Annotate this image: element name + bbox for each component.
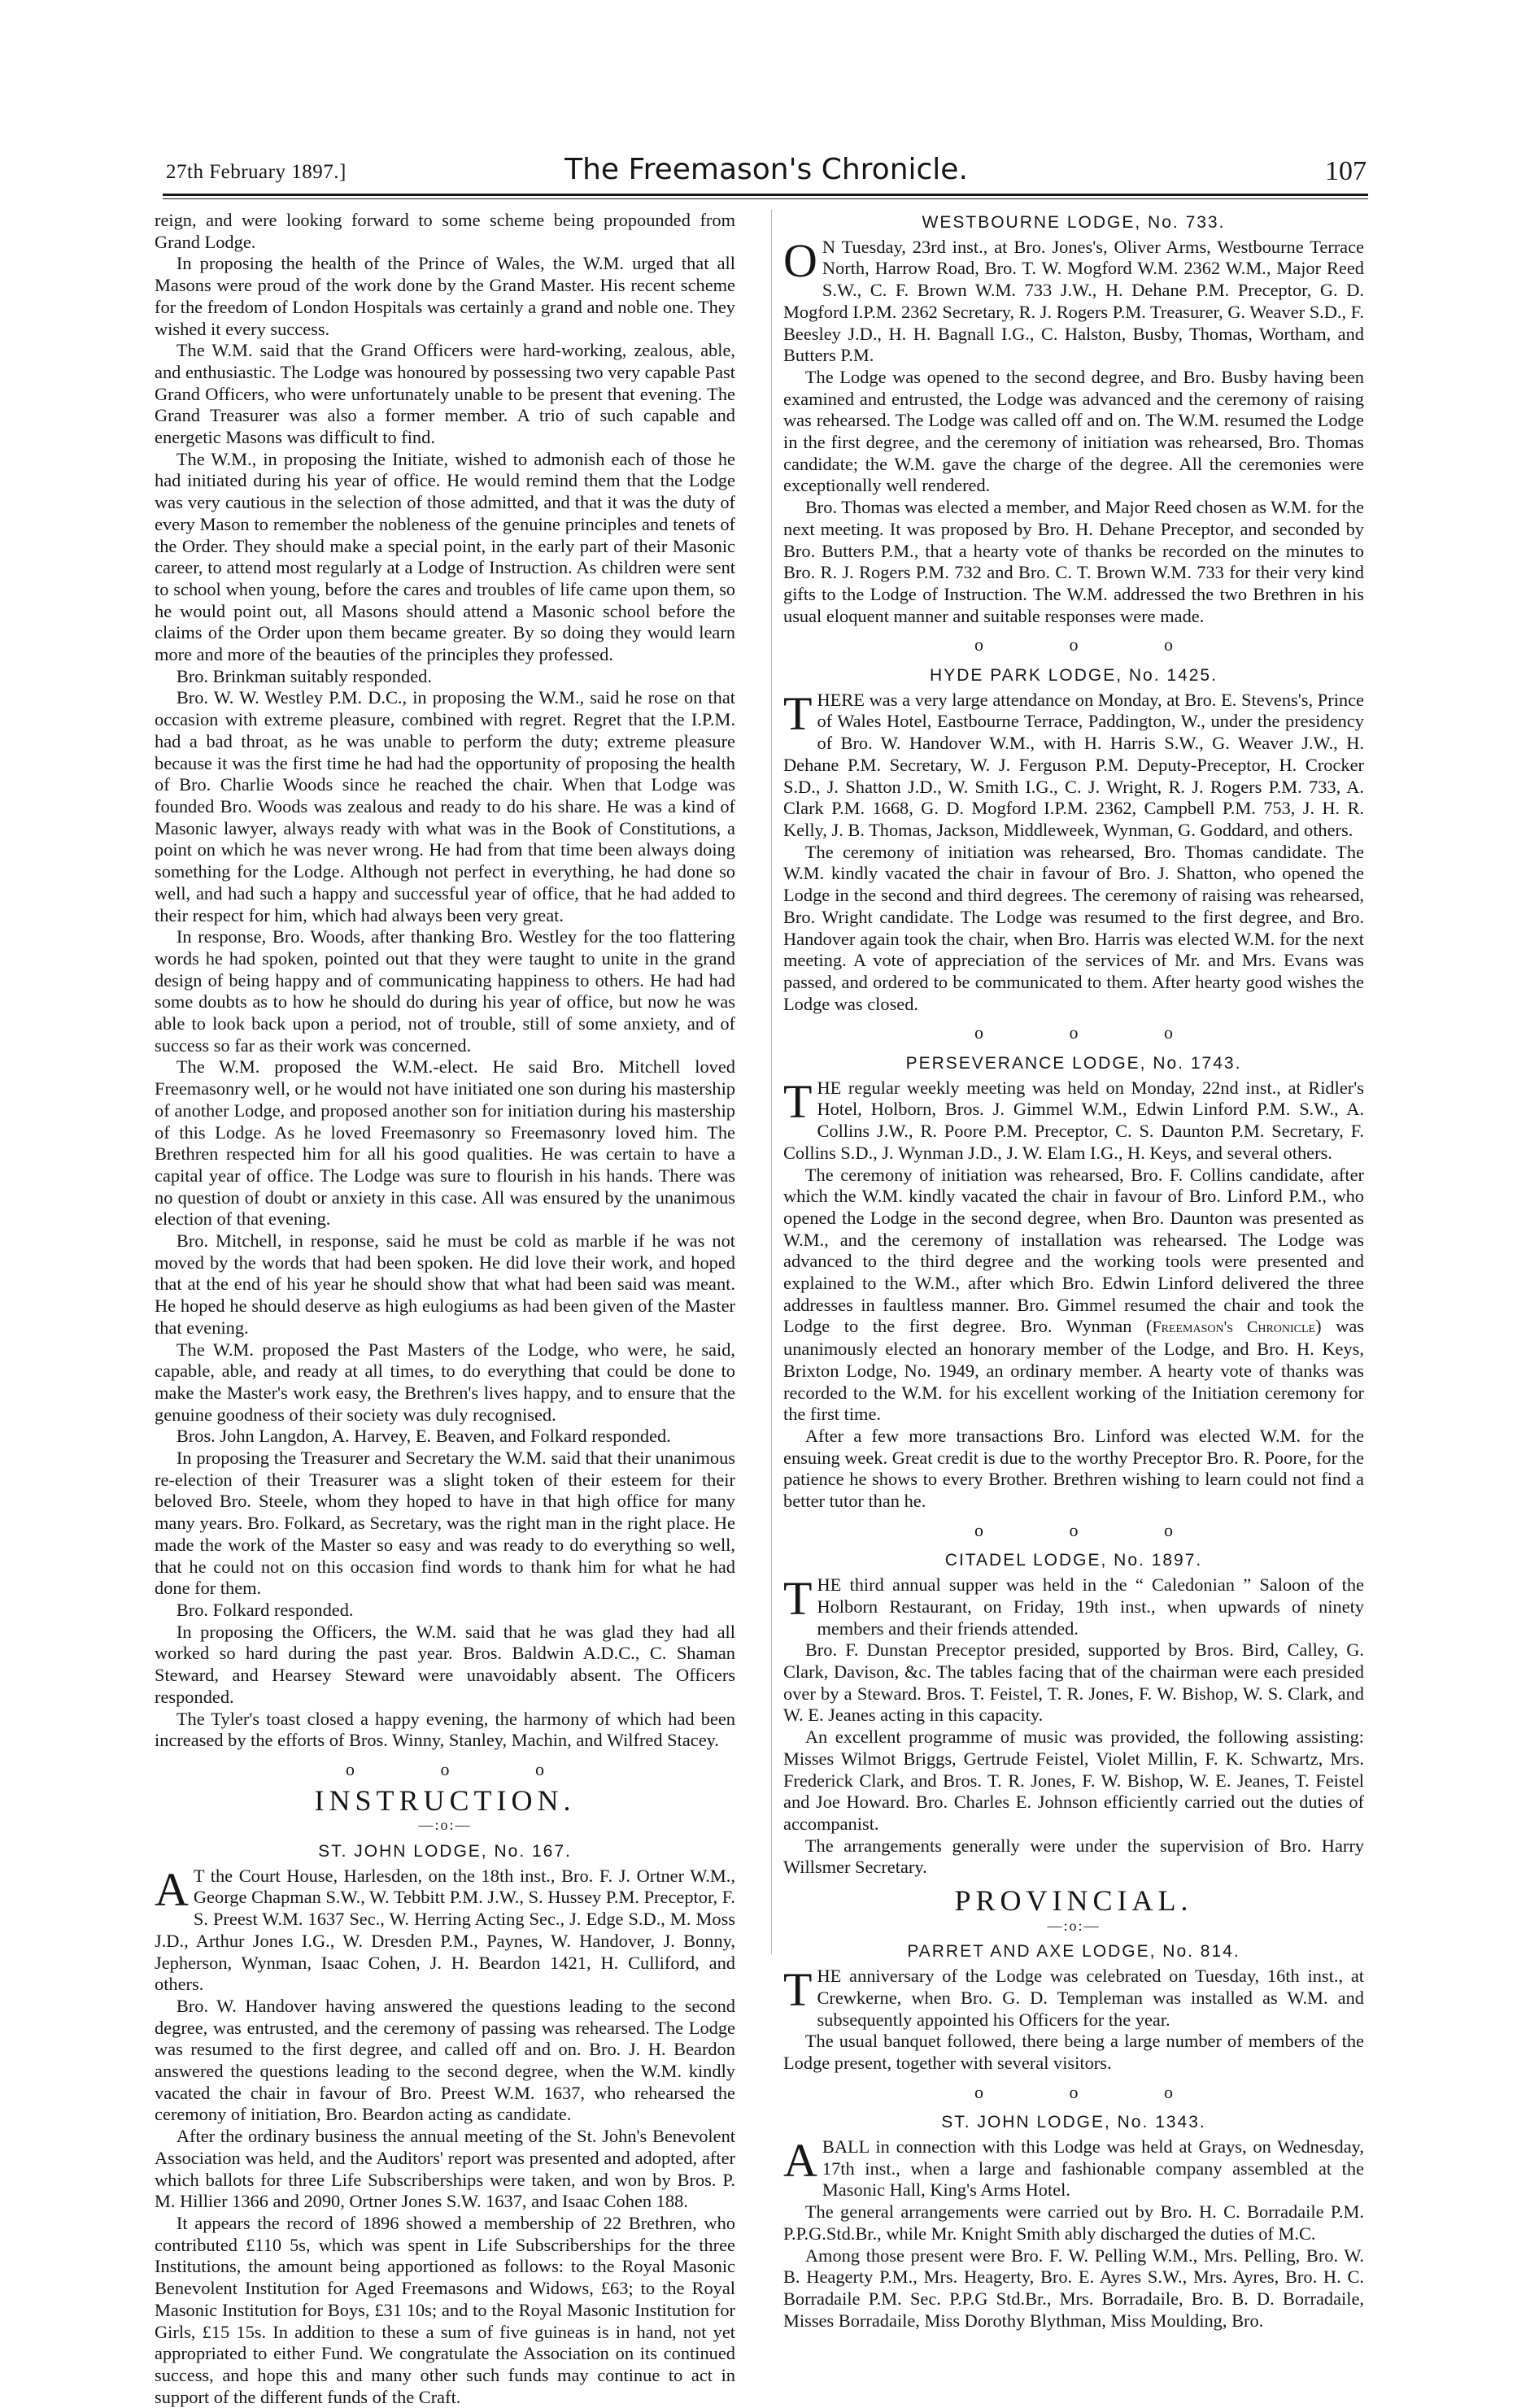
lodge-heading: HYDE PARK LODGE, No. 1425.: [930, 666, 1218, 686]
paragraph: The general arrangements were carried out by Bro. H. C. Borradaile P.M. P.P.G.Std.Br., while Mr. Knight Smith ably discharged the duties of M.C.: [783, 2201, 1364, 2244]
paragraph-text: HE anniversary of the Lodge was celebrated on Tuesday, 16th inst., at Crewkerne, when Bro. G. D. Templeman was installed as W.M. and subsequently appointed his Officers for the year.: [817, 1966, 1364, 2030]
paragraph-text: HERE was a very large attendance on Monday, at Bro. E. Stevens's, Prince of Wales Hotel, Eastbourne Terrace, Paddington, W., under the presidency of Bro. W. Handover W.M., with H. Harris S.W., G. Weaver J.W., H. Dehane P.M. Secretary, W. J. Ferguson P.M. Deputy-Preceptor, H. Crocker S.D., J. Shatton J.D., W. Smith I.G., C. J. Wright, R. J. Rogers P.M. 733, A. Clark P.M. 1668, G. D. Mogford I.P.M. 2362, Campbell P.M. 753, J. H. R. Kelly, J. B. Thomas, Jackson, Middleweek, Wynman, G. Goddard, and others.: [783, 689, 1364, 840]
paragraph: [783, 1165, 1364, 1426]
paragraph: The Tyler's toast closed a happy evening, the harmony of which had been increased by the efforts of Bros. Winny, Stanley, Machin, and Wilfred Stacey.: [155, 1708, 735, 1751]
section-title-instruction: INSTRUCTION.: [314, 1783, 576, 1817]
paragraph: An excellent programme of music was provided, the following assisting: Misses Wilmot Briggs, Gertrude Feistel, Violet Millin, F. K. Schwartz, Mrs. Frederick Clark, and Bros. T. R. Jones, F. W. Bishop, W. E. Jeanes, T. Feistel and Joe Howard. Bro. Charles E. Johnson efficiently carried out the duties of accompanist.: [783, 1727, 1364, 1834]
page-number: 107: [1325, 156, 1367, 186]
section-separator: o o o: [346, 1758, 585, 1779]
drop-cap: T: [783, 1572, 813, 1626]
section-separator: o o o: [974, 1519, 1214, 1540]
section-separator: o o o: [974, 2081, 1214, 2102]
paragraph-text: HE third annual supper was held in the “ Caledonian ” Saloon of the Holborn Restaurant, on Friday, 19th inst., when upwards of ninety members and their friends attended.: [817, 1574, 1364, 1639]
paragraph: Bros. John Langdon, A. Harvey, E. Beaven, and Folkard responded.: [176, 1426, 671, 1447]
section-ornament: —:o:—: [1047, 1917, 1101, 1934]
drop-cap: A: [155, 1862, 189, 1916]
section-title-provincial: PROVINCIAL.: [954, 1884, 1193, 1918]
publication-name: Freemason's Chronicle: [1152, 1318, 1316, 1337]
paragraph-text: N Tuesday, 23rd inst., at Bro. Jones's, Oliver Arms, Westbourne Terrace North, Harrow Road, Bro. T. W. Mogford W.M. 2362 W.M., Major Reed S.W., C. F. Brown W.M. 733 J.W., H. Dehane P.M. Preceptor, G. D. Mogford I.P.M. 2362 Secretary, R. J. Rogers P.M. Treasurer, G. Weaver S.D., F. Beesley J.D., H. H. Bagnall I.G., C. Halston, Busby, Thomas, Wortham, and Butters P.M.: [783, 236, 1364, 366]
paragraph: The usual banquet followed, there being a large number of members of the Lodge present, together with several visitors.: [783, 2031, 1364, 2073]
paragraph: The W.M. proposed the W.M.-elect. He said Bro. Mitchell loved Freemasonry well, or he would not have initiated one son during his mastership of another Lodge, and proposed another son for initiation during his mastership of this Lodge. As he loved Freemasonry so Freemasonry loved him. The Brethren respected him for all his good qualities. He was certain to have a capital year of office. The Lodge was sure to flourish in his hands. There was no question of doubt or anxiety in this case. All was ensured by the unanimous election of that evening.: [155, 1056, 735, 1230]
drop-cap: A: [783, 2134, 817, 2188]
paragraph: [783, 1074, 1364, 1165]
paragraph-text: HE regular weekly meeting was held on Monday, 22nd inst., at Ridler's Hotel, Holborn, Bros. J. Gimmel W.M., Edwin Linford P.M. S.W., A. Collins J.W., R. Poore P.M. Preceptor, C. S. Daunton P.M. Secretary, F. Collins S.D., J. Wynman J.D., J. W. Elam I.G., H. Keys, and several others.: [783, 1077, 1364, 1163]
paragraph: After the ordinary business the annual meeting of the St. John's Benevolent Association was held, and the Auditors' report was presented and adopted, after which ballots for three Life Subscriberships were taken, and won by Bros. P. M. Hillier 1366 and 2090, Ortner Jones S.W. 1637, and Isaac Cohen 188.: [155, 2126, 735, 2212]
issue-date: 27th February 1897.]: [166, 161, 347, 183]
lodge-heading: CITADEL LODGE, No. 1897.: [944, 1551, 1203, 1570]
paragraph: The W.M. said that the Grand Officers were hard-working, zealous, able, and enthusiastic. The Lodge was honoured by possessing two very capable Past Grand Officers, who were unfortunately unable to be present that evening. The Grand Treasurer was also a former member. A trio of such capable and energetic Masons was difficult to find.: [155, 340, 735, 448]
left-column: [155, 210, 735, 2408]
drop-cap: T: [783, 686, 813, 740]
right-column: [783, 210, 1364, 2332]
lodge-heading: PERSEVERANCE LODGE, No. 1743.: [905, 1054, 1242, 1073]
section-separator: o o o: [974, 1022, 1214, 1043]
column-divider: [771, 210, 772, 1954]
paragraph: [783, 233, 1364, 367]
lodge-heading: WESTBOURNE LODGE, No. 733.: [922, 213, 1226, 232]
lodge-heading: ST. JOHN LODGE, No. 167.: [318, 1842, 572, 1862]
paragraph: In proposing the health of the Prince of Wales, the W.M. urged that all Masons were proud of the work done by the Grand Master. His recent scheme for the freedom of London Hospitals was certainly a grand and noble one. They wished it every success.: [155, 253, 735, 339]
paragraph: Bro. W. W. Westley P.M. D.C., in proposing the W.M., said he rose on that occasion with extreme pleasure, combined with regret. Regret that the I.P.M. had a bad throat, as he was unable to perform the duty; extreme pleasure because it was the first time he had had the opportunity of proposing the health of Bro. Charlie Woods since he reached the chair. When that Lodge was founded Bro. Woods was zealous and ready to do his share. He was a kind of Masonic lawyer, always ready with what was in the Book of Constitutions, a point on which he was never wrong. He had from that time been always doing something for the Lodge. Although not perfect in everything, he had done so well, and had such a happy and successful year of office, that he had added to their respect for him, which had always been very great.: [155, 687, 735, 925]
drop-cap: T: [783, 1074, 813, 1128]
paragraph: After a few more transactions Bro. Linford was elected W.M. for the ensuing week. Great credit is due to the worthy Preceptor Bro. R. Poore, for the patience he shows to every Brother. Brethren wishing to learn could not find a better tutor than he.: [783, 1425, 1364, 1512]
paragraph: [783, 1963, 1364, 2031]
paragraph-text: The ceremony of initiation was rehearsed, Bro. F. Collins candidate, after which the W.M. kindly vacated the chair in favour of Bro. Linford P.M., who opened the Lodge in the second degree, when Bro. Daunton was presented as W.M., and the ceremony of installation was rehearsed. The Lodge was advanced to the third degree and the working tools were presented and explained to the W.M., after which Bro. Edwin Linford delivered the three addresses in faultless manner. Bro. Gimmel resumed the chair and took the Lodge to the first degree. Bro. Wynman (: [783, 1164, 1364, 1337]
paragraph: It appears the record of 1896 showed a membership of 22 Brethren, who contributed £110 5s, which was spent in Life Subscriberships for the three Institutions, the amount being apportioned as follows: to the Royal Masonic Benevolent Institution for Aged Freemasons and Widows, £63; to the Royal Masonic Institution for Boys, £31 10s; and to the Royal Masonic Institution for Girls, £15 15s. In addition to these a sum of five guineas is in hand, not yet appropriated to either Fund. We congratulate the Association on its continued success, and hope this and many other such funds may continue to act in support of the different funds of the Craft.: [155, 2212, 735, 2407]
paragraph-text: BALL in connection with this Lodge was held at Grays, on Wednesday, 17th inst., when a large and fashionable company assembled at the Masonic Hall, King's Arms Hotel.: [822, 2136, 1364, 2201]
masthead-rule-thick: [163, 194, 1368, 196]
paragraph: Bro. Folkard responded.: [176, 1600, 354, 1620]
paragraph: The ceremony of initiation was rehearsed, Bro. Thomas candidate. The W.M. kindly vacated the chair in favour of Bro. J. Shatton, who opened the Lodge in the second and third degrees. The ceremony of raising was rehearsed, Bro. Wright candidate. The Lodge was resumed to the first degree, and Bro. Handover again took the chair, when Bro. Harris was elected W.M. for the next meeting. A vote of appreciation of the services of Mr. and Mrs. Evans was passed, and ordered to be communicated to them. After hearty good wishes the Lodge was closed.: [783, 841, 1364, 1014]
paragraph: The W.M., in proposing the Initiate, wished to admonish each of those he had initiated during his year of office. He would remind them that the Lodge was very cautious in the selection of those admitted, and that it was the duty of every Mason to remember the nobleness of the genuine principles and tenets of the Order. They should make a special point, in the early part of their Masonic career, to attend most regularly at a Lodge of Instruction. As children were sent to school when young, before the cares and troubles of life came upon them, so he would point out, all Masons should attend a Masonic school before the claims of the Order upon them became greater. By so doing they would learn more and more of the beauties of the principles they professed.: [155, 448, 735, 665]
paragraph: [783, 2136, 1364, 2201]
paragraph: [155, 1862, 735, 1996]
paragraph: Bro. W. Handover having answered the questions leading to the second degree, was entrusted, and the ceremony of passing was rehearsed. The Lodge was resumed to the first degree, and called off and on. Bro. J. H. Beardon answered the questions leading to the second degree, when the W.M. kindly vacated the chair in favour of Bro. Preest W.M. 1637, who rehearsed the ceremony of initiation, Bro. Beardon acting as candidate.: [155, 1995, 735, 2125]
paragraph: The Lodge was opened to the second degree, and Bro. Busby having been examined and entrusted, the Lodge was advanced and the ceremony of raising was rehearsed. The Lodge was called off and on. The W.M. resumed the Lodge in the first degree, and the ceremony of initiation was rehearsed, Bro. Thomas candidate; the W.M. gave the charge of the degree. All the ceremonies were exceptionally well rendered.: [783, 366, 1364, 496]
section-ornament: —:o:—: [418, 1817, 472, 1834]
section-separator: o o o: [974, 634, 1214, 655]
paragraph: The W.M. proposed the Past Masters of the Lodge, who were, he said, capable, able, and ready at all times, to do everything that could be done to make the Master's work easy, the Brethren's lives happy, and to ensure that the genuine goodness of their society was duly recognised.: [155, 1339, 735, 1425]
paragraph: Among those present were Bro. F. W. Pelling W.M., Mrs. Pelling, Bro. W. B. Heagerty P.M., Mrs. Heagerty, Bro. E. Ayres S.W., Mrs. Ayres, Bro. H. C. Borradaile P.M. Sec. P.P.G Std.Br., Mrs. Borradaile, Bro. B. D. Borradaile, Misses Borradaile, Miss Dorothy Blythman, Miss Moulding, Bro.: [783, 2245, 1364, 2331]
masthead: [166, 153, 1367, 194]
drop-cap: T: [783, 1963, 813, 2017]
paragraph: reign, and were looking forward to some scheme being propounded from Grand Lodge.: [155, 210, 735, 252]
paragraph: [783, 686, 1364, 842]
paragraph: In proposing the Officers, the W.M. said that he was glad they had all worked so hard during the past year. Bros. Baldwin A.D.C., C. Shaman Steward, and Hearsey Steward were unavoidably absent. The Officers responded.: [155, 1621, 735, 1707]
paragraph: The arrangements generally were under the supervision of Bro. Harry Willsmer Secretary.: [783, 1835, 1364, 1878]
drop-cap: O: [783, 233, 817, 287]
paragraph: Bro. F. Dunstan Preceptor presided, supported by Bros. Bird, Calley, G. Clark, Davison, &c. The tables facing that of the chairman were each presided over by a Steward. Bros. T. Feistel, T. R. Jones, F. W. Bishop, W. S. Clark, and W. E. Jeanes acting in this capacity.: [783, 1639, 1364, 1726]
paragraph: Bro. Thomas was elected a member, and Major Reed chosen as W.M. for the next meeting. It was proposed by Bro. H. Dehane Preceptor, and seconded by Bro. Butters P.M., that a hearty vote of thanks be recorded on the minutes to Bro. R. J. Rogers P.M. 732 and Bro. C. T. Brown W.M. 733 for their very kind gifts to the Lodge of Instruction. The W.M. addressed the two Brethren in his usual eloquent manner and suitable responses were made.: [783, 497, 1364, 626]
masthead-rule-thin: [163, 198, 1368, 199]
paragraph-text: T the Court House, Harlesden, on the 18th inst., Bro. F. J. Ortner W.M., George Chapman S.W., W. Tebbitt P.M. J.W., S. Hussey P.M. Preceptor, F. S. Preest W.M. 1637 Sec., W. Herring Acting Sec., J. Edge S.D., M. Moss J.D., Arthur Jones I.G., W. Dresden P.M., Paynes, W. Handover, J. Bonny, Jepherson, Wynman, Isaac Cohen, J. H. Beardon 1421, H. Culliford, and others.: [155, 1865, 735, 1995]
paragraph: Bro. Brinkman suitably responded.: [176, 665, 432, 686]
paragraph: Bro. Mitchell, in response, said he must be cold as marble if he was not moved by the words that had been spoken. He did love their work, and hoped that at the end of his year he should show that what had been said was meant. He hoped he should deserve as high eulogiums as had been given of the Master that evening.: [155, 1230, 735, 1338]
paragraph: [783, 1574, 1364, 1639]
publication-title: The Freemason's Chronicle.: [564, 153, 968, 186]
lodge-heading: ST. JOHN LODGE, No. 1343.: [941, 2113, 1206, 2132]
paragraph-text: ) was unanimously elected an honorary member of the Lodge, and Bro. H. Keys, Brixton Lodge, No. 1949, an ordinary member. A hearty vote of thanks was recorded to the W.M. for his excellent working of the Initiation ceremony for the first time.: [783, 1316, 1364, 1425]
paragraph: In proposing the Treasurer and Secretary the W.M. said that their unanimous re-election of their Treasurer was a slight token of their esteem for their beloved Bro. Steele, whom they hoped to have in that high office for many many years. Bro. Folkard, as Secretary, was the right man in the right place. He made the work of the Master so easy and was ready to do everything so well, that he could not on this occasion find words to thank him for what he had done for them.: [155, 1448, 735, 1599]
lodge-heading: PARRET AND AXE LODGE, No. 814.: [907, 1942, 1240, 1962]
paragraph: In response, Bro. Woods, after thanking Bro. Westley for the too flattering words he had spoken, pointed out that they were taught to unite in the grand design of being happy and of communicating happiness to others. He had had some doubts as to how he should do during his year of office, but now he was able to look back upon a period, not of trouble, still of some anxiety, and of success so far as their work was concerned.: [155, 926, 735, 1056]
